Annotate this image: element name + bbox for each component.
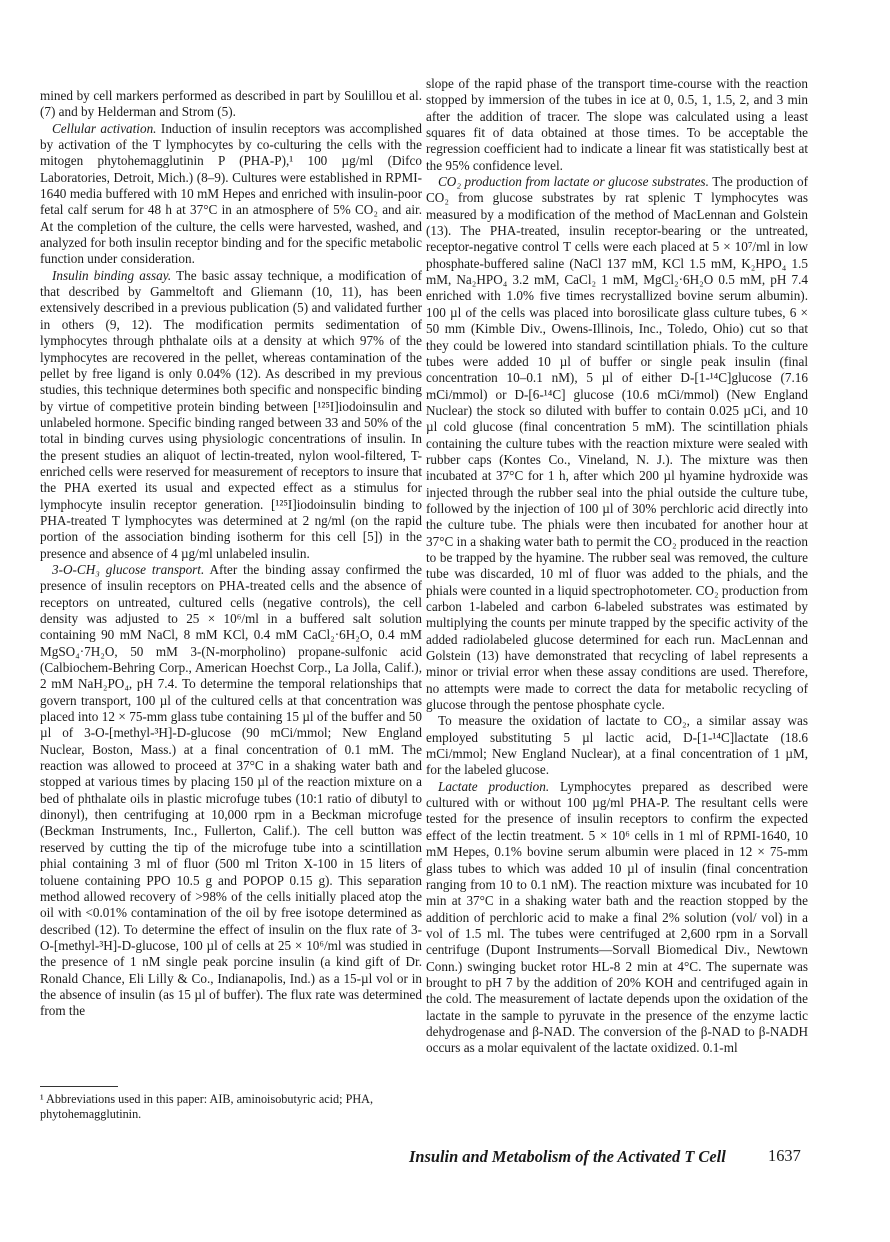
paragraph (426, 779, 808, 1057)
paragraph-body: Lymphocytes prepared as described were cultured with or without 100 µg/ml PHA-P. The resultant cells were tested for the presence of insulin receptors to confirm the expected effect of the lectin treatment. 5 × 10⁶ cells in 1 ml of RPMI-1640, 10 mM Hepes, 0.1% bovine serum albumin were placed in 12 × 75-mm glass tubes to which was added 10 µl of insulin (final concentration ranging from 10 to 0.1 nM). The reaction mixture was incubated for 10 min at 37°C in a shaking water bath and the reaction stopped by the addition of perchloric acid to make a final 2% solution (vol/ vol) in a vol of 1.5 ml. The tubes were centrifuged at 2,600 rpm in a Sorvall centrifuge (Dupont Instruments—Sorvall Biomedical Div., Newtown Conn.) swinging bucket rotor HL-8 2 min at 4°C. The supernate was brought to pH 7 by the addition of 20% KOH and centrifuged again in the cold. The measurement of lactate depends upon the oxidation of the lactate in the sample to pyruvate in the presence of the enzyme lactic dehydrogenase and β-NAD. The conversion of the β-NAD to β-NADH occurs as a molar equivalent of the lactate oxidized. 0.1-ml (426, 778, 808, 1056)
paragraph: To measure the oxidation of lactate to CO₂, a similar assay was employed substituting 5 µl lactic acid, D-[1-¹⁴C]lactate (18.6 mCi/mmol; New England Nuclear), at a final concentration of 1 µM, for the labeled glucose. (426, 713, 808, 778)
running-title: Insulin and Metabolism of the Activated T Cell (409, 1147, 726, 1166)
section-heading: CO₂ production from lactate or glucose substrates. (438, 174, 709, 190)
footnote: ¹ Abbreviations used in this paper: AIB, aminoisobutyric acid; PHA, phytohemagglutinin. (40, 1092, 374, 1121)
paragraph-body: The basic assay technique, a modification of that described by Gammeltoft and Gliemann (10, 11), has been extensively described in a previous publication (5) and validated further in others (9, 12). The modification permits sedimentation of lymphocytes through phthalate oils at a density at which 97% of the lymphocytes are recovered in the pellet, whereas contamination of the pellet by free ligand is only 0.04% (12). As described in my previous studies, this technique determines both specific and nonspecific binding by virtue of competitive protein binding between [¹²⁵I]iodoinsulin and unlabeled hormone. Specific binding ranged between 33 and 50% of the total in binding curves using physiologic concentrations of insulin. In the present studies an aliquot of lectin-treated, nylon wool-filtered, T-enriched cells were reserved for measurement of receptors to insure that the PHA exerted its usual and expected effect as a stimulus for lymphocyte insulin receptor generation. [¹²⁵I]iodoinsulin binding to PHA-treated T lymphocytes was determined at 2 ng/ml (on the rapid portion of the association binding isotherm for this cell [5]) in the presence and absence of 4 µg/ml unlabeled insulin. (40, 267, 422, 561)
section-heading: Insulin binding assay. (52, 267, 172, 283)
paragraph-body: The production of CO₂ from glucose substrates by rat splenic T lymphocytes was measured by a modification of the method of MacLennan and Golstein (13). The PHA-treated, insulin receptor-bearing or the untreated, receptor-negative control T cells were each placed at 5 × 10⁷/ml in low phosphate-buffered saline (NaCl 137 mM, KCl 1.5 mM, K₂HPO₄ 1.5 mM, Na₂HPO₄ 3.2 mM, CaCl₂ 1 mM, MgCl₂·6H₂O 0.5 mM, pH 7.4 enriched with 1.0% five times recrystallized bovine serum albumin). 100 µl of the cells was placed into borosilicate glass culture tubes, 6 × 50 mm (Kimble Div., Owens-Illinois, Inc., Toledo, Ohio) cut so that they could be lowered into standard scintillation phials. To the culture tubes were added 10 µl of buffer or single peak insulin (final concentration 10–0.1 nM), 5 µl of either D-[1-¹⁴C]glucose (7.16 mCi/mmol) or D-[6-¹⁴C] glucose (10.6 mCi/mmol) (New England Nuclear) the stock so diluted with buffer to contain 0.025 µCi, and 10 µl cold glucose (final concentration 5 mM). The scintillation phials containing the culture tubes with the reaction mixture were sealed with rubber caps (Kontes Co., Vineland, N. J.). The mixture was then incubated at 37°C for 1 h, after which 200 µl hyamine hydroxide was injected through the rubber seal into the phial outside the culture tube, followed by the injection of 100 µl of 30% perchloric acid directly into the culture tube. The phials were then incubated for another hour at 37°C in a shaking water bath to permit the CO₂ produced in the reaction to be trapped by the hyamine. The rubber seal was removed, the culture tube was discarded, 10 ml of fluor was added to the phials, and the phials were counted in a liquid spectrophotometer. CO₂ production from carbon 1-labeled and carbon 6-labeled substrates was estimated by multiplying the counts per minute trapped by the specific activity of the added radiolabeled glucose determined for each run. MacLennan and Golstein (13) have demonstrated that recycling of label represents a minor or trivial error when these assay conditions are used. Therefore, no attempts were made to correct the data for metabolic recycling of glucose through the pentose phosphate cycle. (426, 174, 808, 713)
footnote-rule (40, 1086, 118, 1087)
left-column (40, 88, 422, 1020)
section-heading: 3-O-CH₃ glucose transport. (52, 561, 205, 577)
paragraph (426, 174, 808, 713)
right-column (426, 76, 808, 1057)
paragraph: slope of the rapid phase of the transport time-course with the reaction stopped by immersion of the tubes in ice at 0, 0.5, 1, 1.5, 2, and 3 min after the addition of tracer. The slope was calculated using a least squares fit of data obtained at those times. To be acceptable the regression coefficient had to indicate a linear fit was statistically best at the 95% confidence level. (426, 76, 808, 173)
paragraph (40, 562, 422, 1020)
page-number: 1637 (768, 1146, 801, 1165)
paragraph (40, 121, 422, 268)
section-heading: Lactate production. (438, 778, 550, 794)
paragraph (40, 268, 422, 562)
paragraph-body: After the binding assay confirmed the presence of insulin receptors on PHA-treated cells and the absence of receptors on untreated, cultured cells (negative controls), the cell density was adjusted to 25 × 10⁶/ml in a buffered salt solution containing 90 mM NaCl, 8 mM KCl, 0.4 mM CaCl₂·6H₂O, 0.4 mM MgSO₄·7H₂O, 50 mM 3-(N-morpholino) propane-sulfonic acid (Calbiochem-Behring Corp., American Hoechst Corp., La Jolla, Calif.), 2 mM NaH₂PO₄, pH 7.4. To determine the temporal relationships that govern transport, 100 µl of the cultured cells at that concentration was placed into 12 × 75-mm glass tube containing 15 µl of the buffer and 50 µl of 3-O-[methyl-³H]-D-glucose (90 mCi/mmol; New England Nuclear, Boston, Mass.) at a final concentration of 0.1 mM. The reaction was allowed to proceed at 37°C in a shaking water bath and stopped at various times by placing 150 µl of the reaction mixture on a bed of phthalate oils in plastic microfuge tubes (10:1 ratio of dibutyl to dinonyl), then centrifuging at 10,000 rpm in a Beckman microfuge (Beckman Instruments, Inc., Fullerton, Calif.). The cell button was reserved by cutting the tip of the microfuge tube into a scintillation phial containing 3 ml of fluor (500 ml Triton X-100 in 15 liters of toluene containing PPO 10.5 g and POPOP 0.15 g). This separation method allowed recovery of >98% of the cells initially placed atop the oil with <0.01% contamination of the oil by free isotope determined as described (12). To determine the effect of insulin on the flux rate of 3-O-[methyl-³H]-D-glucose, 100 µl of cells at 25 × 10⁶/ml was studied in the presence of 1 nM single peak porcine insulin (a kind gift of Dr. Ronald Chance, Eli Lilly & Co., Indianapolis, Ind.) as a 15-µl vol or in the absence of insulin (as 15 µl of buffer). The flux rate was determined from the (40, 561, 423, 1019)
paragraph-body: Induction of insulin receptors was accomplished by activation of the T lymphocytes by co-culturing the cells with the mitogen phytohemagglutinin P (PHA-P),¹ 100 µg/ml (Difco Laboratories, Detroit, Mich.) (8–9). Cultures were established in RPMI-1640 media buffered with 10 mM Hepes and enriched with insulin-poor fetal calf serum for 48 h at 37°C in an atmosphere of 5% CO₂ and air. At the completion of the culture, the cells were harvested, washed, and analyzed for both insulin receptor binding and for the specific metabolic function under consideration. (40, 120, 422, 267)
paragraph: mined by cell markers performed as described in part by Soulillou et al. (7) and by Helderman and Strom (5). (40, 88, 422, 120)
section-heading: Cellular activation. (52, 120, 157, 136)
